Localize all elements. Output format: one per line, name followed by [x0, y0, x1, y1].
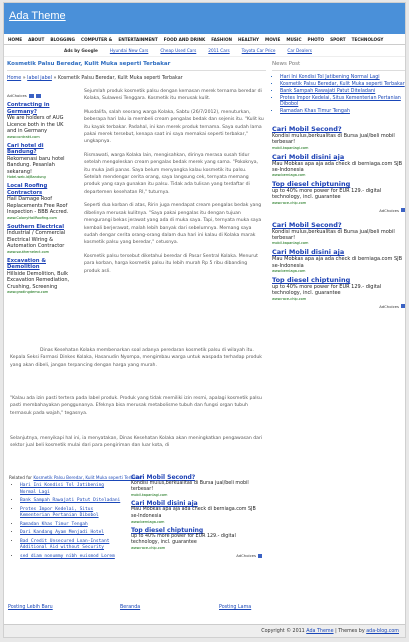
nav-item-blogging[interactable]: BLOGGING	[50, 36, 75, 42]
breadcrumb-label[interactable]: label jabel	[27, 76, 52, 81]
ad-url[interactable]: mobil.kapanlagi.com	[272, 241, 309, 246]
adchoices-icon[interactable]	[401, 208, 405, 212]
news-post-list	[272, 75, 405, 115]
ad-next-button[interactable]	[36, 94, 41, 98]
ad-url[interactable]: www.race-chip.com	[131, 546, 166, 551]
ad-url[interactable]: www.race-chip.com	[272, 296, 307, 301]
ad-title[interactable]: Cari Mobil disini aja	[272, 152, 345, 161]
nav-item-computer[interactable]: COMPUTER &	[81, 36, 113, 42]
list-item	[20, 507, 122, 520]
nav-item-food[interactable]: FOOD AND DRINK	[163, 36, 206, 42]
ad-url[interactable]: www.berniaga.com	[131, 519, 165, 524]
ad-description: Kondisi mulus,berkualitas di Bursa jual/beli mobil terbesar!	[131, 481, 249, 493]
nav-item-healthy[interactable]: HEALTHY	[238, 36, 260, 42]
article-paragraph: Dinas Kesehatan Kolaka membenarkan soal adanya peredaran kosmetik palsu di wilayah itu. Kepala Seksi Farmasi Dinkes Kolaka, Hasanudin Nyompa, mengimbau warga untuk waspada terhadap produk yang akan dibeli, jangan terpancing dengan harga yang murah.	[10, 348, 262, 368]
article-paragraph: Seperti dua korban di atas, Ririn juga mendapat cream pengalas bedak yang dibelinya merusak kulitnya. "Saya pakai pengalas itu dengan tujuan mengurangi bekas jerawat yang ada di muka saya. Tapi, ternyata muka saya kembali berjerawat, malah lebih banyak dari sebelumnya. Memang saya sudah dengar cerita orang-orang dalam dua hari ini kalau di Kolaka marak kosmetik palsu yang beredar," cetusnya.	[84, 203, 262, 246]
ad-url[interactable]: www.southernelect.com	[7, 249, 50, 254]
sidebar	[272, 61, 405, 309]
ad-description: Mau Mobkas apa aja ada check di berniaga.com SJB se-Indonesia	[272, 160, 403, 173]
list-item	[20, 483, 122, 496]
list-item	[20, 498, 122, 505]
ad-description: Hillside Demolition, Bulk Excavation Remediation, Crushing, Screening	[7, 270, 70, 290]
older-posts-link[interactable]: Posting Lama	[219, 605, 252, 610]
related-post-link[interactable]: Protes Impor Kedelai, Situs Kementerian Pertanian Dibobol	[20, 506, 99, 518]
ads-by-google-label: Ads by Google	[64, 48, 98, 53]
copyright-text: Copyright © 2011	[261, 628, 305, 634]
ad-unit[interactable]	[272, 153, 405, 178]
nav-item-music[interactable]: MUSIC	[286, 36, 302, 42]
adchoices-label[interactable]: AdChoices	[236, 553, 256, 559]
sidebar-post-link[interactable]: Kosmetik Palsu Beredar, Kulit Muka seperti Terbakar	[280, 82, 405, 87]
ad-prev-button[interactable]	[29, 94, 34, 98]
post-title: Kosmetik Palsu Beredar, Kulit Muka seperti Terbakar	[7, 61, 266, 71]
adchoices-icon[interactable]	[258, 554, 262, 558]
adchoices-label[interactable]: AdChoices	[379, 207, 399, 213]
nav-item-technology[interactable]: TECHNOLOGY	[351, 36, 384, 42]
ad-description: Mau Mobkas apa aja ada check di berniaga.com SJB se-Indonesia	[272, 256, 403, 269]
list-item	[20, 554, 122, 561]
sidebar-heading: News Post	[272, 61, 405, 71]
ad-url[interactable]: www.gradingdemo.com	[7, 290, 49, 294]
site-footer	[4, 624, 405, 637]
ads-link-bar	[4, 45, 405, 57]
nav-item-sport[interactable]: SPORT	[330, 36, 346, 42]
newer-posts-link[interactable]: Posting Lebih Baru	[8, 605, 53, 610]
ad-url[interactable]: mobil.kapanlagi.com	[272, 145, 309, 150]
main-nav	[4, 34, 405, 45]
ad-description: Rekomenasi baru hotel Bandung. Pesanlah sekarang!	[7, 155, 65, 175]
related-post-link[interactable]: Dari Kandang Ayam Menjadi Hotel	[20, 530, 104, 535]
main-column	[7, 61, 266, 81]
site-header	[4, 3, 405, 34]
article-paragraph: Kosmetik palsu tersebut diketahui beredar di Pasar Sentral Kolaka. Menurut para korban, harga kosmetik palsu itu lebih murah Rp 5 ribu dibanding produk asli.	[84, 253, 258, 274]
ad-unit[interactable]	[272, 276, 405, 301]
list-item	[20, 539, 122, 552]
list-item	[280, 82, 405, 88]
ad-title[interactable]: Southern Electrical	[7, 223, 65, 230]
related-post-link[interactable]: Bank Sampah Rawajati Patut Diteladani	[20, 498, 121, 503]
bottom-ad-block	[131, 474, 262, 558]
ad-description: Industrial / Commercial Electrical Wiring & Automation Contractor	[7, 230, 66, 249]
ad-title[interactable]: Top diesel chiptuning	[131, 526, 204, 534]
ad-unit[interactable]	[131, 527, 262, 550]
related-posts-list	[14, 483, 122, 562]
breadcrumb-current: Kosmetik Palsu Beredar, Kulit Muka seperti Terbakar	[57, 76, 183, 81]
adchoices-label[interactable]: AdChoices	[379, 303, 399, 309]
ad-description: Kondisi mulus,berkualitas di Bursa jual/beli mobil terbesar!	[272, 133, 395, 146]
list-item	[20, 522, 122, 529]
nav-item-home[interactable]: HOME	[8, 36, 23, 42]
ad-url[interactable]: www.contrakt.com	[7, 134, 40, 139]
ad-unit[interactable]	[7, 102, 74, 139]
ad-title[interactable]: Cari Mobil Second?	[272, 125, 342, 133]
nav-item-entertainment[interactable]: ENTERTAINMENT	[118, 36, 158, 42]
ad-url[interactable]: www.berniaga.com	[272, 173, 306, 178]
nav-item-about[interactable]: ABOUT	[28, 36, 45, 42]
ad-unit[interactable]	[131, 500, 262, 523]
ad-description: Kondisi mulus,berkualitas di Bursa jual/beli mobil terbesar!	[272, 228, 395, 242]
ad-title[interactable]: Cari Mobil Second?	[272, 220, 342, 229]
ad-unit[interactable]	[272, 180, 405, 205]
home-link[interactable]: Beranda	[120, 605, 141, 610]
related-title-link[interactable]: Kosmetik Palsu Beredar, Kulit Muka seperti Terbakar	[33, 475, 143, 480]
breadcrumb-separator: »	[53, 76, 57, 81]
sidebar-post-link[interactable]: Bank Sampah Rawajati Patut Diteladani	[280, 89, 376, 94]
list-item	[280, 89, 405, 95]
ad-title[interactable]: Top diesel chiptuning	[272, 275, 351, 284]
ad-description: We are holders of AUG Licence both in the UK and in Germany	[7, 115, 64, 134]
article-paragraph: Rismawati, warga Kolaka lain, mengisahkan, dirinya merasa susah tidur setelah mengoleskan cream pengalas bedak merek yang sama. "Pokoknya, itu muka jadi panas. Saya belum menyangka kalau kosmetik itu palsu. Setelah mendengar cerita orang, saya langsung cek, ternyata memang produk yang saya gunakan itu palsu. Tidak ada tulisan yang terdaftar di departemen kesehatan RI," tuturnya.	[84, 152, 259, 195]
ad-title[interactable]: Excavation & Demolition	[7, 257, 46, 270]
nav-item-photo[interactable]: PHOTO	[307, 36, 325, 42]
related-post-link[interactable]: Ramadan Khas Timur Tengah	[20, 521, 88, 527]
blog-title-link[interactable]: Ada Theme	[9, 10, 66, 22]
nav-item-movie[interactable]: MOVIE	[265, 36, 281, 42]
breadcrumb	[7, 76, 266, 81]
adchoices-row	[272, 304, 405, 309]
ad-description: up to 40% more power for EUR 129.- digital technology, incl. guarantee	[272, 283, 382, 297]
ad-description: up to 40% more power for EUR 129.- digital technology, incl. guarantee	[272, 188, 382, 201]
list-item	[280, 75, 405, 81]
ad-title[interactable]: Top diesel chiptuning	[272, 180, 351, 189]
ad-unit[interactable]	[7, 224, 74, 254]
article-body	[84, 88, 264, 281]
adchoices-icon[interactable]	[401, 304, 405, 308]
sidebar-post-link[interactable]: Hari Ini Kondisi Tol Jatibening Normal Lagi	[280, 75, 380, 80]
sidebar-post-link[interactable]: Ramadan Khas Timur Tengah	[280, 109, 350, 114]
ad-unit[interactable]	[7, 258, 74, 295]
blog-page	[3, 2, 406, 638]
footer-separator: | Themes by	[335, 628, 365, 634]
left-ad-column	[7, 102, 74, 298]
list-item	[280, 96, 405, 108]
breadcrumb-separator: »	[22, 76, 26, 81]
ad-unit[interactable]	[131, 474, 262, 497]
article-paragraph: "Kalau ada izin pasti tertera pada label produk. Produk yang tidak memiliki izin resmi, apalagi kosmetik palsu pasti membahayakan penggunanya. Efeknya bisa merusak metabolisme tubuh dan fungsi organ tubuh termasuk pada wajah," tegasnya.	[10, 396, 262, 416]
ad-unit[interactable]	[272, 248, 405, 273]
adchoices-label[interactable]: AdChoices	[7, 93, 27, 98]
sidebar-ad-block	[272, 125, 405, 213]
theme-link[interactable]: Ada Theme	[306, 628, 334, 634]
ad-title[interactable]: Cari Mobil disini aja	[272, 248, 345, 257]
related-post-link[interactable]: Hari Ini Kondisi Tol Jatibening Normal Lagi	[20, 483, 104, 495]
ad-title[interactable]: Cari hotel di Bandung?	[7, 142, 44, 155]
ad-unit[interactable]	[272, 125, 405, 150]
ad-description: up to 40% more power for EUR 129.- digital technology, incl. guarantee	[131, 533, 236, 546]
related-post-link[interactable]: Bad Credit Unsecured Loan-Instant Additional Aid without Security	[20, 538, 110, 550]
ad-title[interactable]: Cari Mobil Second?	[131, 474, 196, 481]
adchoices-row	[272, 208, 405, 213]
nav-item-fashion[interactable]: FASHION	[211, 36, 233, 42]
ad-url[interactable]: Hotel.web.id/Bandung	[7, 175, 46, 179]
article-paragraph: Sejumlah produk kosmetik palsu dengan kemasan merek ternama beredar di Kolaka, Sulawesi Tenggara. Kosmetik itu merusak kulit.	[84, 89, 262, 102]
ad-unit[interactable]	[272, 221, 405, 246]
ad-link[interactable]: Car Dealers	[287, 48, 312, 53]
sidebar-post-link[interactable]: Protes Impor Kedelai, Situs Kementerian Pertanian Dibobol	[280, 96, 401, 107]
author-link[interactable]: ada-blog.com	[366, 628, 399, 634]
related-heading	[9, 475, 142, 480]
ad-title[interactable]: Contracting in Germany?	[7, 102, 50, 115]
adchoices-row	[131, 553, 262, 558]
related-post-link[interactable]: sed diam nonummy nibh euismod Lorem	[20, 553, 115, 559]
ad-url[interactable]: mobil.kapanlagi.com	[131, 493, 168, 498]
ad-title[interactable]: Local Roofing Contractors	[7, 183, 48, 196]
related-label: Related for	[9, 475, 32, 480]
list-item	[280, 109, 405, 115]
ad-link[interactable]: Cheap Used Cars	[160, 48, 197, 53]
article-paragraph: Selanjutnya, menyikapi hal ini, ia menyatakan, Dinas Kesehatan Kolaka akan meningkatkan pengawasan dari sektor jual beli kosmetik mulai dari para pengiriman dan luar kota, di	[10, 436, 263, 449]
sidebar-ad-block	[272, 221, 405, 309]
ad-unit[interactable]	[7, 143, 74, 180]
ad-description: Mau Mobkas apa aja ada check di berniaga.com SJB se-Indonesia	[131, 507, 256, 519]
breadcrumb-home[interactable]: Home	[7, 76, 22, 81]
ad-link[interactable]: 2011 Cars	[208, 48, 230, 53]
ad-description: Hail Damage Roof Replacements Free Roof Inspection - BBB Accred.	[7, 196, 69, 215]
ad-url[interactable]: www.race-chip.com	[272, 200, 307, 205]
list-item	[20, 530, 122, 537]
ad-url[interactable]: www.berniaga.com	[272, 268, 306, 273]
ad-link[interactable]: Hyundai New Cars	[109, 48, 149, 53]
ad-title[interactable]: Cari Mobil disini aja	[131, 500, 198, 508]
adchoices-row	[7, 93, 41, 98]
ad-url[interactable]: www.ColonyHailRoofing.com	[7, 215, 57, 220]
ad-link[interactable]: Toyota Car Price	[241, 48, 276, 53]
article-paragraph: Musdalifa, salah seorang warga Kolaka, Sabtu (26/7/2012), menuturkan, beberapa hari lalu ia membeli cream pengalas bedak dan sejenis itu. "Kulit ku itu kayak terbakar. Padahal, ini kan merek produk ternama. Saya sudah lama pakai merek tersebut, kenapa saat ini saya memakai seperti terbakar," ungkapnya.	[84, 109, 264, 145]
ad-unit[interactable]	[7, 183, 74, 220]
